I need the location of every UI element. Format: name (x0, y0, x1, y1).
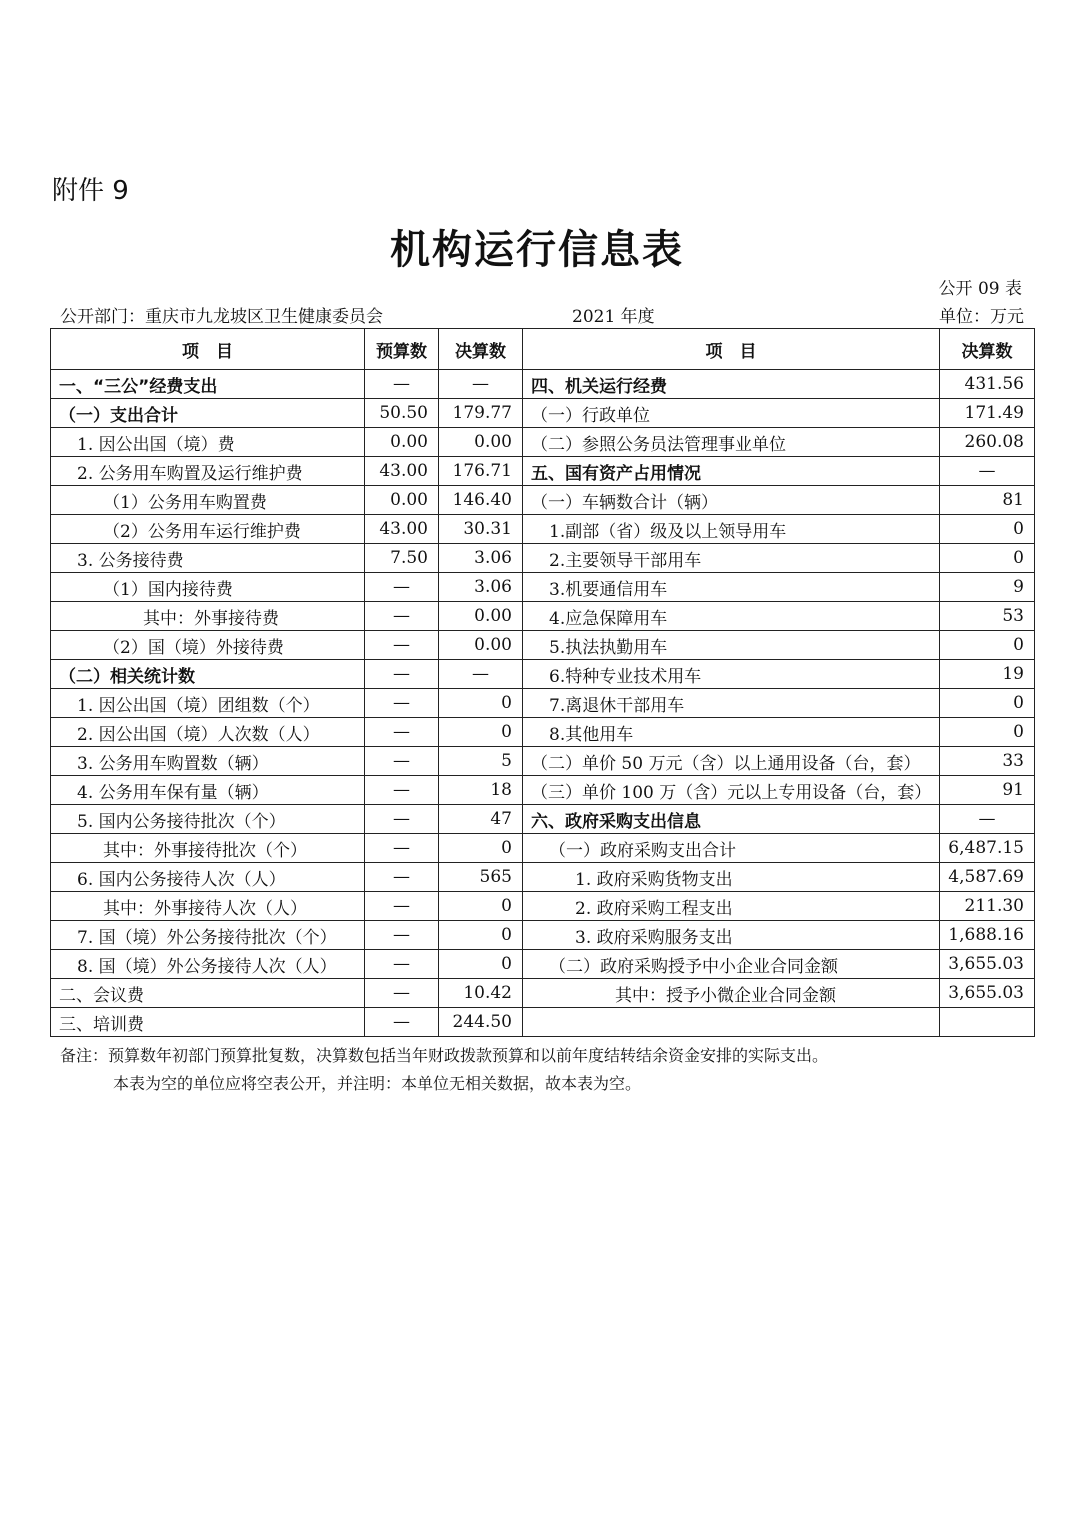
row-budget: — (365, 863, 439, 892)
row-final: 565 (439, 863, 523, 892)
row-item-right: 五、国有资产占用情况 (523, 457, 940, 486)
row-item-left: 1. 因公出国（境）费 (51, 428, 365, 457)
row-final: 0.00 (439, 428, 523, 457)
row-budget: — (365, 689, 439, 718)
row-final-right: 6,487.15 (940, 834, 1035, 863)
row-item-left: （一）支出合计 (51, 399, 365, 428)
row-budget: 50.50 (365, 399, 439, 428)
row-final: 244.50 (439, 1008, 523, 1037)
row-final: — (439, 660, 523, 689)
row-final-right: 0 (940, 544, 1035, 573)
col-final-right: 决算数 (940, 329, 1035, 370)
row-final: 5 (439, 747, 523, 776)
table-row (51, 863, 1035, 892)
row-final: 0.00 (439, 602, 523, 631)
row-final-right: 9 (940, 573, 1035, 602)
row-item-right: 4.应急保障用车 (523, 602, 940, 631)
row-final-right: 0 (940, 515, 1035, 544)
row-budget: — (365, 631, 439, 660)
row-item-right: 其中：授予小微企业合同金额 (523, 979, 940, 1008)
col-item: 项 目 (51, 329, 365, 370)
row-item-left: 7. 国（境）外公务接待批次（个） (51, 921, 365, 950)
row-budget: — (365, 892, 439, 921)
row-final-right: 0 (940, 689, 1035, 718)
row-item-left: （2）国（境）外接待费 (51, 631, 365, 660)
row-item-right: （二）参照公务员法管理事业单位 (523, 428, 940, 457)
row-item-right: 四、机关运行经费 (523, 370, 940, 399)
row-final-right: 53 (940, 602, 1035, 631)
row-item-right: 六、政府采购支出信息 (523, 805, 940, 834)
table-row (51, 921, 1035, 950)
notes (60, 1042, 828, 1098)
row-final-right: 4,587.69 (940, 863, 1035, 892)
row-item-left: 3. 公务接待费 (51, 544, 365, 573)
note-line-1: 备注：预算数年初部门预算批复数，决算数包括当年财政拨款预算和以前年度结转结余资金安排的实际支出。 (60, 1046, 829, 1065)
row-item-right: （二）单价 50 万元（含）以上通用设备（台，套） (523, 747, 940, 776)
row-final: 18 (439, 776, 523, 805)
row-item-right: 2. 政府采购工程支出 (523, 892, 940, 921)
department-label: 公开部门：重庆市九龙坡区卫生健康委员会 (60, 307, 383, 327)
row-final-right: 0 (940, 631, 1035, 660)
table-body (51, 370, 1035, 1037)
row-budget: — (365, 776, 439, 805)
row-final: 146.40 (439, 486, 523, 515)
row-final-right: 91 (940, 776, 1035, 805)
row-final: 0 (439, 689, 523, 718)
note-line-2: 本表为空的单位应将空表公开，并注明：本单位无相关数据，故本表为空。 (113, 1074, 642, 1093)
row-final: — (439, 370, 523, 399)
row-budget: 0.00 (365, 486, 439, 515)
row-final: 179.77 (439, 399, 523, 428)
row-item-left: （二）相关统计数 (51, 660, 365, 689)
row-final: 0.00 (439, 631, 523, 660)
table-row (51, 370, 1035, 399)
table-row (51, 950, 1035, 979)
table-row (51, 544, 1035, 573)
row-final: 0 (439, 892, 523, 921)
row-item-right: 2.主要领导干部用车 (523, 544, 940, 573)
row-item-right: 1.副部（省）级及以上领导用车 (523, 515, 940, 544)
table-row (51, 805, 1035, 834)
table-row (51, 573, 1035, 602)
row-final-right: 0 (940, 718, 1035, 747)
row-item-left: 5. 国内公务接待批次（个） (51, 805, 365, 834)
row-final-right: 3,655.03 (940, 979, 1035, 1008)
col-budget: 预算数 (365, 329, 439, 370)
row-final-right: — (940, 805, 1035, 834)
row-budget: — (365, 747, 439, 776)
table-row (51, 892, 1035, 921)
row-budget: — (365, 834, 439, 863)
row-item-right: 8.其他用车 (523, 718, 940, 747)
row-item-right: （一）车辆数合计（辆） (523, 486, 940, 515)
row-item-right: 5.执法执勤用车 (523, 631, 940, 660)
col-item-right: 项 目 (523, 329, 940, 370)
table-row (51, 1008, 1035, 1037)
row-final-right (940, 1008, 1035, 1037)
table-row (51, 689, 1035, 718)
row-budget: — (365, 660, 439, 689)
row-budget: 7.50 (365, 544, 439, 573)
row-final: 0 (439, 921, 523, 950)
row-final: 0 (439, 834, 523, 863)
row-item-right: 6.特种专业技术用车 (523, 660, 940, 689)
row-item-left: （1）国内接待费 (51, 573, 365, 602)
row-item-left: 8. 国（境）外公务接待人次（人） (51, 950, 365, 979)
row-final: 3.06 (439, 544, 523, 573)
row-item-left: 2. 因公出国（境）人次数（人） (51, 718, 365, 747)
row-item-left: （2）公务用车运行维护费 (51, 515, 365, 544)
row-final: 3.06 (439, 573, 523, 602)
row-budget: — (365, 718, 439, 747)
row-final-right: 431.56 (940, 370, 1035, 399)
row-item-right: 3.机要通信用车 (523, 573, 940, 602)
row-final: 0 (439, 950, 523, 979)
row-item-right: （三）单价 100 万（含）元以上专用设备（台，套） (523, 776, 940, 805)
row-budget: 43.00 (365, 457, 439, 486)
row-budget: — (365, 370, 439, 399)
table-row (51, 631, 1035, 660)
attachment-label: 附件 9 (52, 176, 129, 206)
table-row (51, 486, 1035, 515)
row-item-left: 其中：外事接待批次（个） (51, 834, 365, 863)
row-final-right: 81 (940, 486, 1035, 515)
row-budget: 0.00 (365, 428, 439, 457)
row-budget: — (365, 573, 439, 602)
row-final: 10.42 (439, 979, 523, 1008)
table-row (51, 399, 1035, 428)
table-row (51, 602, 1035, 631)
row-item-left: 6. 国内公务接待人次（人） (51, 863, 365, 892)
row-final: 47 (439, 805, 523, 834)
row-final-right: 19 (940, 660, 1035, 689)
row-final-right: 260.08 (940, 428, 1035, 457)
table-header-row (51, 329, 1035, 370)
row-item-right (523, 1008, 940, 1037)
row-final: 30.31 (439, 515, 523, 544)
table-row (51, 834, 1035, 863)
row-item-left: 4. 公务用车保有量（辆） (51, 776, 365, 805)
row-item-right: 3. 政府采购服务支出 (523, 921, 940, 950)
row-item-left: （1）公务用车购置费 (51, 486, 365, 515)
row-item-left: 其中：外事接待人次（人） (51, 892, 365, 921)
row-final: 0 (439, 718, 523, 747)
row-final-right: 1,688.16 (940, 921, 1035, 950)
table-row (51, 428, 1035, 457)
info-table (50, 328, 1035, 1037)
table-row (51, 747, 1035, 776)
table-row (51, 660, 1035, 689)
table-row (51, 979, 1035, 1008)
row-budget: — (365, 979, 439, 1008)
table-row (51, 457, 1035, 486)
row-budget: — (365, 921, 439, 950)
row-budget: — (365, 805, 439, 834)
row-item-right: （一）政府采购支出合计 (523, 834, 940, 863)
row-item-right: （二）政府采购授予中小企业合同金额 (523, 950, 940, 979)
row-final-right: — (940, 457, 1035, 486)
row-item-left: 1. 因公出国（境）团组数（个） (51, 689, 365, 718)
row-item-left: 二、会议费 (51, 979, 365, 1008)
row-item-right: 1. 政府采购货物支出 (523, 863, 940, 892)
row-item-right: （一）行政单位 (523, 399, 940, 428)
table-row (51, 776, 1035, 805)
row-item-left: 三、培训费 (51, 1008, 365, 1037)
row-item-left: 其中：外事接待费 (51, 602, 365, 631)
row-final-right: 171.49 (940, 399, 1035, 428)
table-meta (60, 302, 1024, 326)
table-row (51, 515, 1035, 544)
row-final: 176.71 (439, 457, 523, 486)
row-item-left: 2. 公务用车购置及运行维护费 (51, 457, 365, 486)
row-budget: — (365, 602, 439, 631)
row-item-left: 3. 公务用车购置数（辆） (51, 747, 365, 776)
row-item-left: 一、“三公”经费支出 (51, 370, 365, 399)
unit-label: 单位：万元 (939, 307, 1024, 327)
row-final-right: 33 (940, 747, 1035, 776)
row-budget: 43.00 (365, 515, 439, 544)
row-budget: — (365, 1008, 439, 1037)
table-code: 公开 09 表 (938, 279, 1022, 299)
col-final: 决算数 (439, 329, 523, 370)
row-item-right: 7.离退休干部用车 (523, 689, 940, 718)
page-title: 机构运行信息表 (390, 227, 684, 273)
row-budget: — (365, 950, 439, 979)
row-final-right: 3,655.03 (940, 950, 1035, 979)
year-label: 2021 年度 (572, 307, 655, 327)
row-final-right: 211.30 (940, 892, 1035, 921)
table-row (51, 718, 1035, 747)
